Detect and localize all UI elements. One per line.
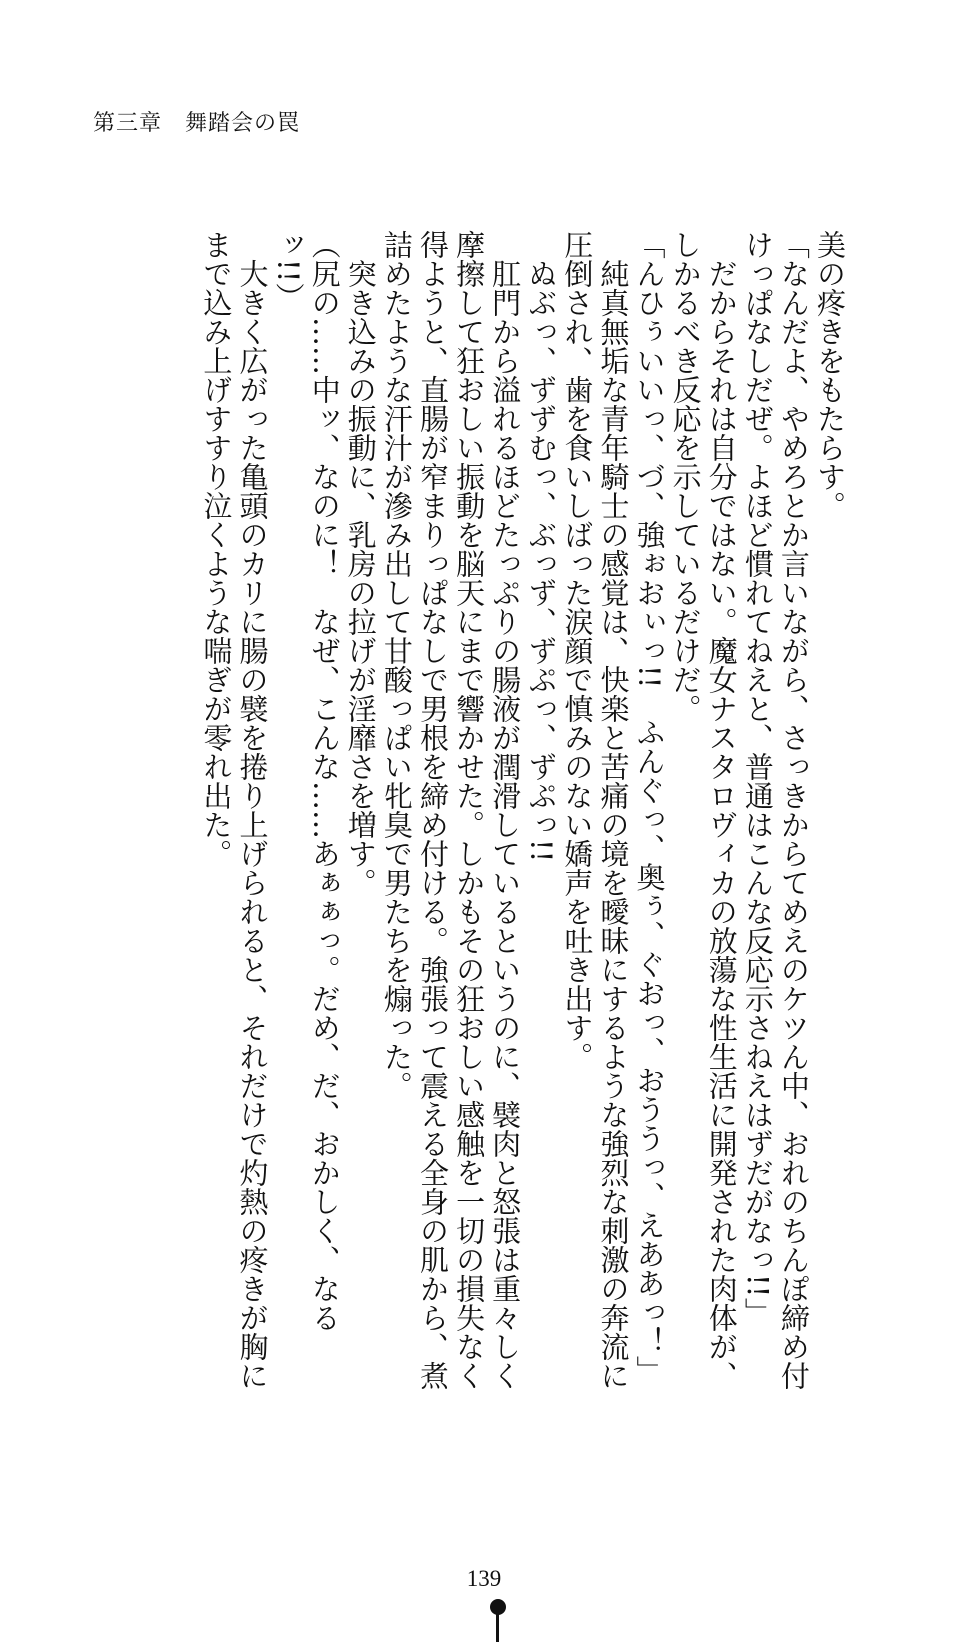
text-line: 「んひぅいいっ、づ、強ぉおぃっ!! ふんぐっ、奥ぅ、ぐおっ、おううっ、えああっ！」 [632,230,667,1385]
folio-stem-ornament [496,1612,499,1642]
text-line: 肛門から溢れるほどたっぷりの腸液が潤滑しているというのに、襞肉と怒張は重々しく [488,230,523,1390]
text-line: 摩擦して狂おしい振動を脳天にまで響かせた。しかもその狂おしい感触を一切の損失なく [452,230,487,1390]
text-line: 純真無垢な青年騎士の感覚は、快楽と苦痛の境を曖昧にするような強烈な刺激の奔流に [596,230,631,1390]
text-line: （尻の……中ッ、なのに！ なぜ、こんな……あぁぁっ。だめ、だ、おかしく、なる [307,230,342,1332]
text-line: ぬぶっ、ずずむっ、ぶっず、ずぷっ、ずぷっ!! [524,230,559,863]
text-line: けっぱなしだぜ。よほど慣れてねえと、普通はこんな反応示さねえはずだがなっ!!」 [740,230,775,1327]
text-line: 大きく広がった亀頭のカリに腸の襞を捲り上げられると、それだけで灼熱の疼きが胸に [235,230,270,1390]
text-line: ッ!!） [271,230,306,312]
text-line: 得ようと、直腸が窄まりっぱなしで男根を締め付ける。強張って震える全身の肌から、煮 [415,230,450,1390]
text-line: まで込み上げすすり泣くような喘ぎが零れ出た。 [199,230,234,868]
text-line: 「なんだよ、やめろとか言いながら、さっきからてめえのケツん中、おれのちんぽ締め付 [776,230,811,1390]
text-line: 圧倒され、歯を食いしばった涙顔で慎みのない嬌声を吐き出す。 [560,230,595,1071]
vertical-body-text [82,230,848,1390]
text-line: 突き込みの振動に、乳房の拉げが淫靡さを増す。 [343,230,378,897]
text-line: 詰めたような汗汁が滲み出して甘酸っぱい牝臭で男たちを煽った。 [379,230,414,1100]
text-line: 美の疼きをもたらす。 [813,230,847,520]
text-line: しかるべき反応を示しているだけだ。 [668,230,703,723]
text-line: だからそれは自分ではない。魔女ナスタロヴィカの放蕩な性生活に開発された肉体が、 [704,230,739,1390]
page-number: 139 [466,1566,502,1591]
running-head-chapter-title: 第三章 舞踏会の罠 [93,111,301,136]
